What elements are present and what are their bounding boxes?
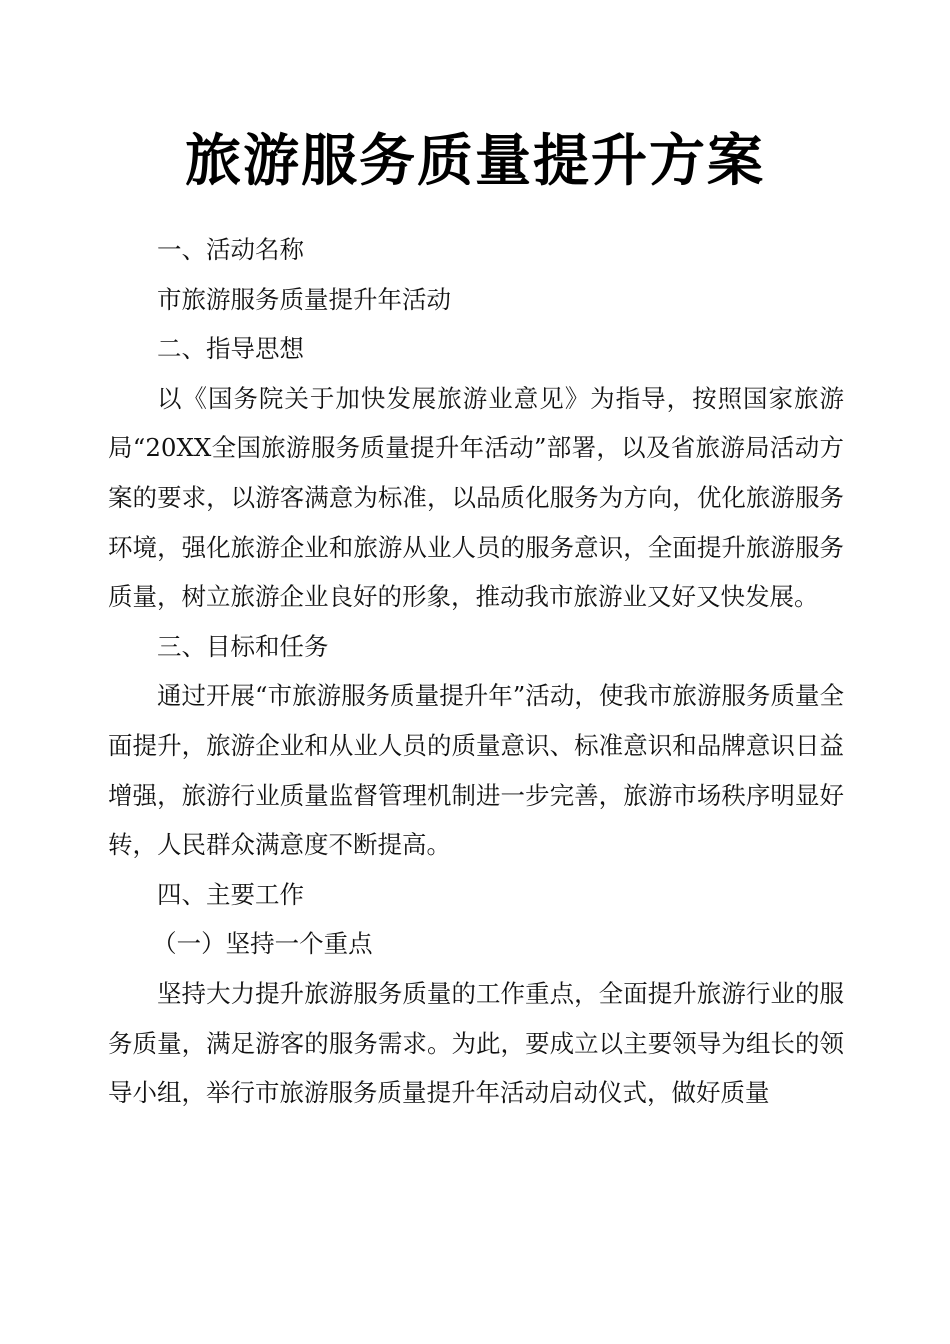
section-heading-guiding-ideology: 二、指导思想 <box>157 334 304 364</box>
section-heading-main-work: 四、主要工作 <box>157 879 304 909</box>
paragraph-guiding-ideology: 以《国务院关于加快发展旅游业意见》为指导，按照国家旅游局“20XX全国旅游服务质量提升年活动”部署，以及省旅游局活动方案的要求，以游客满意为标准，以品质化服务为方向，优化旅游服务环境，强化旅游企业和旅游从业人员的服务意识，全面提升旅游服务质量，树立旅游企业良好的形象，推动我市旅游业又好又快发展。 <box>108 383 844 612</box>
document-body <box>108 225 844 1118</box>
document-title: 旅游服务质量提升方案 <box>185 128 765 194</box>
paragraph-one-focus: 坚持大力提升旅游服务质量的工作重点，全面提升旅游行业的服务质量，满足游客的服务需求。为此，要成立以主要领导为组长的领导小组，举行市旅游服务质量提升年活动启动仪式，做好质量 <box>108 978 844 1108</box>
section-heading-activity-name: 一、活动名称 <box>157 235 304 264</box>
paragraph-goals-tasks: 通过开展“市旅游服务质量提升年”活动，使我市旅游服务质量全面提升，旅游企业和从业人员的质量意识、标准意识和品牌意识日益增强，旅游行业质量监督管理机制进一步完善，旅游市场秩序明显好转，人民群众满意度不断提高。 <box>108 681 844 860</box>
section-heading-goals-tasks: 三、目标和任务 <box>157 631 329 661</box>
sub-heading-one-focus: （一）坚持一个重点 <box>152 929 373 959</box>
paragraph-activity-name: 市旅游服务质量提升年活动 <box>157 284 451 314</box>
